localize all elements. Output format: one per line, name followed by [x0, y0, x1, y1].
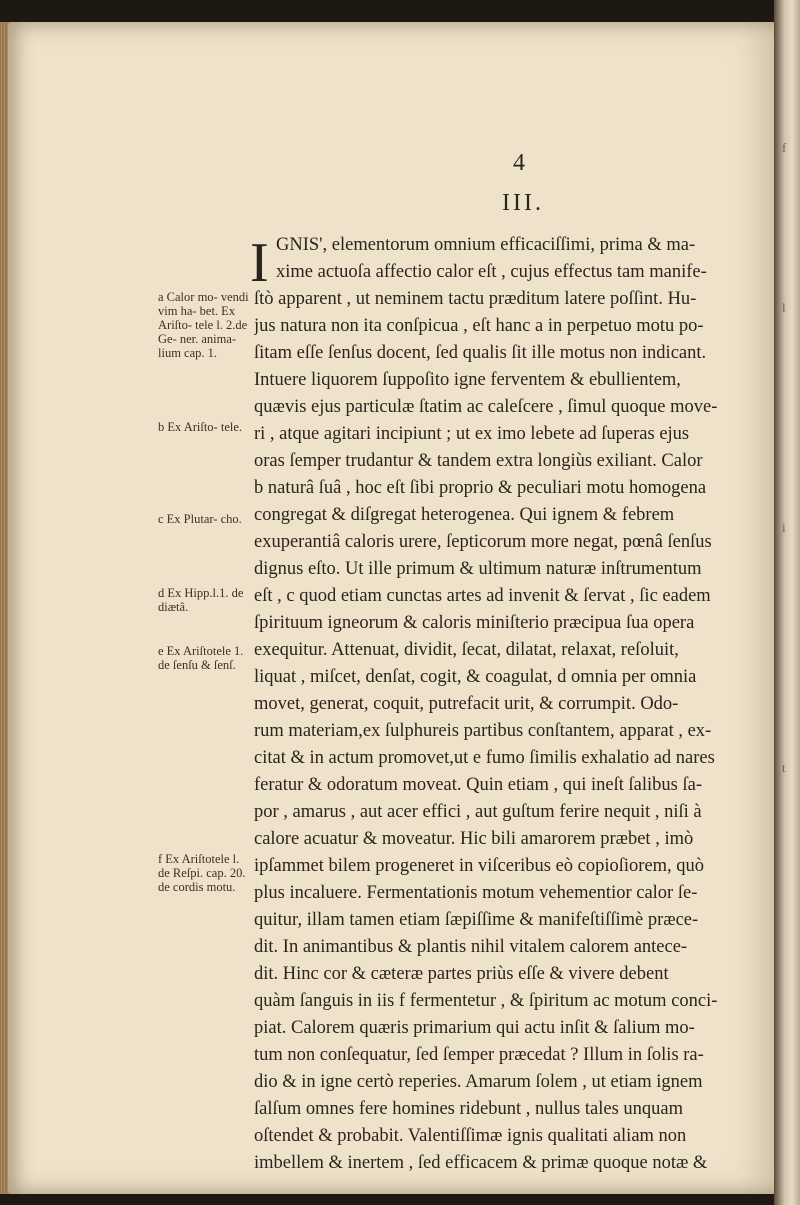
- text-line: exequitur. Attenuat, dividit, ſecat, dilatat, relaxat, reſoluit,: [254, 640, 679, 660]
- section-heading: III.: [502, 190, 544, 216]
- edge-glyph: i: [782, 520, 786, 535]
- text-line: oſtendet & probabit. Valentiſſimæ ignis qualitati aliam non: [254, 1126, 687, 1146]
- edge-glyph: t: [782, 760, 786, 775]
- text-line: calore acuatur & moveatur. Hic bili amarorem præbet , imò: [254, 829, 694, 849]
- text-line: ſitam eſſe ſenſus docent, ſed qualis ſit ille motus non indicant.: [254, 343, 707, 363]
- text-line: dignus eſto. Ut ille primum & ultimum naturæ inſtrumentum: [254, 559, 702, 579]
- text-line: Intuere liquorem ſuppoſito igne ferventem & ebullientem,: [254, 370, 681, 390]
- text-line: por , amarus , aut acer effici , aut guſtum ferire nequit , niſi à: [254, 802, 702, 822]
- margin-note-f: f Ex Ariſtotele l. de Reſpi. cap. 20. de cordis motu.: [158, 852, 246, 894]
- margin-note-a: a Calor mo- vendi vim ha- bet. Ex Ariſto- tele l. 2.de Ge- ner. anima- lium cap. 1.: [158, 290, 249, 360]
- text-line: xime actuoſa affectio calor eſt , cujus effectus tam manife-: [276, 262, 707, 282]
- text-line: ri , atque agitari incipiunt ; ut ex imo lebete ad ſuperas ejus: [254, 424, 690, 444]
- text-line: ipſammet bilem progeneret in viſceribus eò copioſiorem, quò: [254, 856, 705, 876]
- text-line: citat & in actum promovet,ut e fumo ſimilis exhalatio ad nares: [254, 748, 715, 768]
- text-line: oras ſemper trudantur & tandem extra longiùs exiliant. Calor: [254, 451, 703, 471]
- text-line: jus natura non ita conſpicua , eſt hanc a in perpetuo motu po-: [254, 316, 704, 336]
- text-line: dit. In animantibus & plantis nihil vitalem calorem antece-: [254, 937, 688, 957]
- text-line: piat. Calorem quæris primarium qui actu inſit & ſalium mo-: [254, 1018, 695, 1038]
- text-line: rum materiam,ex ſulphureis partibus conſtantem, apparat , ex-: [254, 721, 712, 741]
- text-line: tum non conſequatur, ſed ſemper præcedat ? Illum in ſolis ra-: [254, 1045, 704, 1065]
- text-line: GNIS', elementorum omnium efficaciſſimi, prima & ma-: [276, 235, 696, 255]
- margin-note-e: e Ex Ariſtotele 1. de ſenſu & ſenſ.: [158, 644, 244, 672]
- text-line: b naturâ ſuâ , hoc eſt ſibi proprio & peculiari motu homogena: [254, 478, 707, 498]
- adjacent-page-edge: [774, 0, 800, 1205]
- edge-glyph: f: [782, 140, 787, 155]
- margin-note-d: d Ex Hipp.l.1. de diætâ.: [158, 586, 244, 614]
- body-text: [250, 232, 774, 1177]
- text-line: dit. Hinc cor & cæteræ partes priùs eſſe & vivere debent: [254, 964, 669, 984]
- text-line: imbellem & inertem , ſed efficacem & primæ quoque notæ &: [254, 1153, 708, 1173]
- margin-note-b: b Ex Ariſto- tele.: [158, 420, 243, 434]
- drop-cap: I: [250, 232, 269, 294]
- text-line: eſt , c quod etiam cunctas artes ad invenit & ſervat , ſic eadem: [254, 586, 711, 606]
- text-line: quævis ejus particulæ ſtatim ac caleſcere , ſimul quoque move-: [254, 397, 718, 417]
- text-line: dio & in igne certò reperies. Amarum ſolem , ut etiam ignem: [254, 1072, 703, 1092]
- text-line: feratur & odoratum moveat. Quin etiam , qui ineſt ſalibus ſa-: [254, 775, 702, 795]
- book-page: [8, 22, 778, 1194]
- text-line: exuperantiâ caloris urere, ſepticorum more negat, pœnâ ſenſus: [254, 532, 712, 552]
- text-line: ſalſum omnes fere homines ridebunt , nullus tales unquam: [254, 1099, 684, 1119]
- text-line: quitur, illam tamen etiam ſæpiſſime & manifeſtiſſimè præce-: [254, 910, 699, 930]
- text-line: plus incaluere. Fermentationis motum vehementior calor ſe-: [254, 883, 698, 903]
- text-line: congregat & diſgregat heterogenea. Qui ignem & febrem: [254, 505, 675, 525]
- text-line: quàm ſanguis in iis f fermentetur , & ſpiritum ac motum conci-: [254, 991, 718, 1011]
- edge-glyph: l: [782, 300, 786, 315]
- text-line: liquat , miſcet, denſat, cogit, & coagulat, d omnia per omnia: [254, 667, 697, 687]
- text-line: ſpirituum igneorum & caloris miniſterio præcipua ſua opera: [254, 613, 695, 633]
- text-line: ſtò apparent , ut neminem tactu præditum latere poſſint. Hu-: [254, 289, 697, 309]
- page-number: 4: [513, 150, 525, 176]
- text-line: movet, generat, coquit, putrefacit urit, & corrumpit. Odo-: [254, 694, 679, 714]
- margin-note-c: c Ex Plutar- cho.: [158, 512, 242, 526]
